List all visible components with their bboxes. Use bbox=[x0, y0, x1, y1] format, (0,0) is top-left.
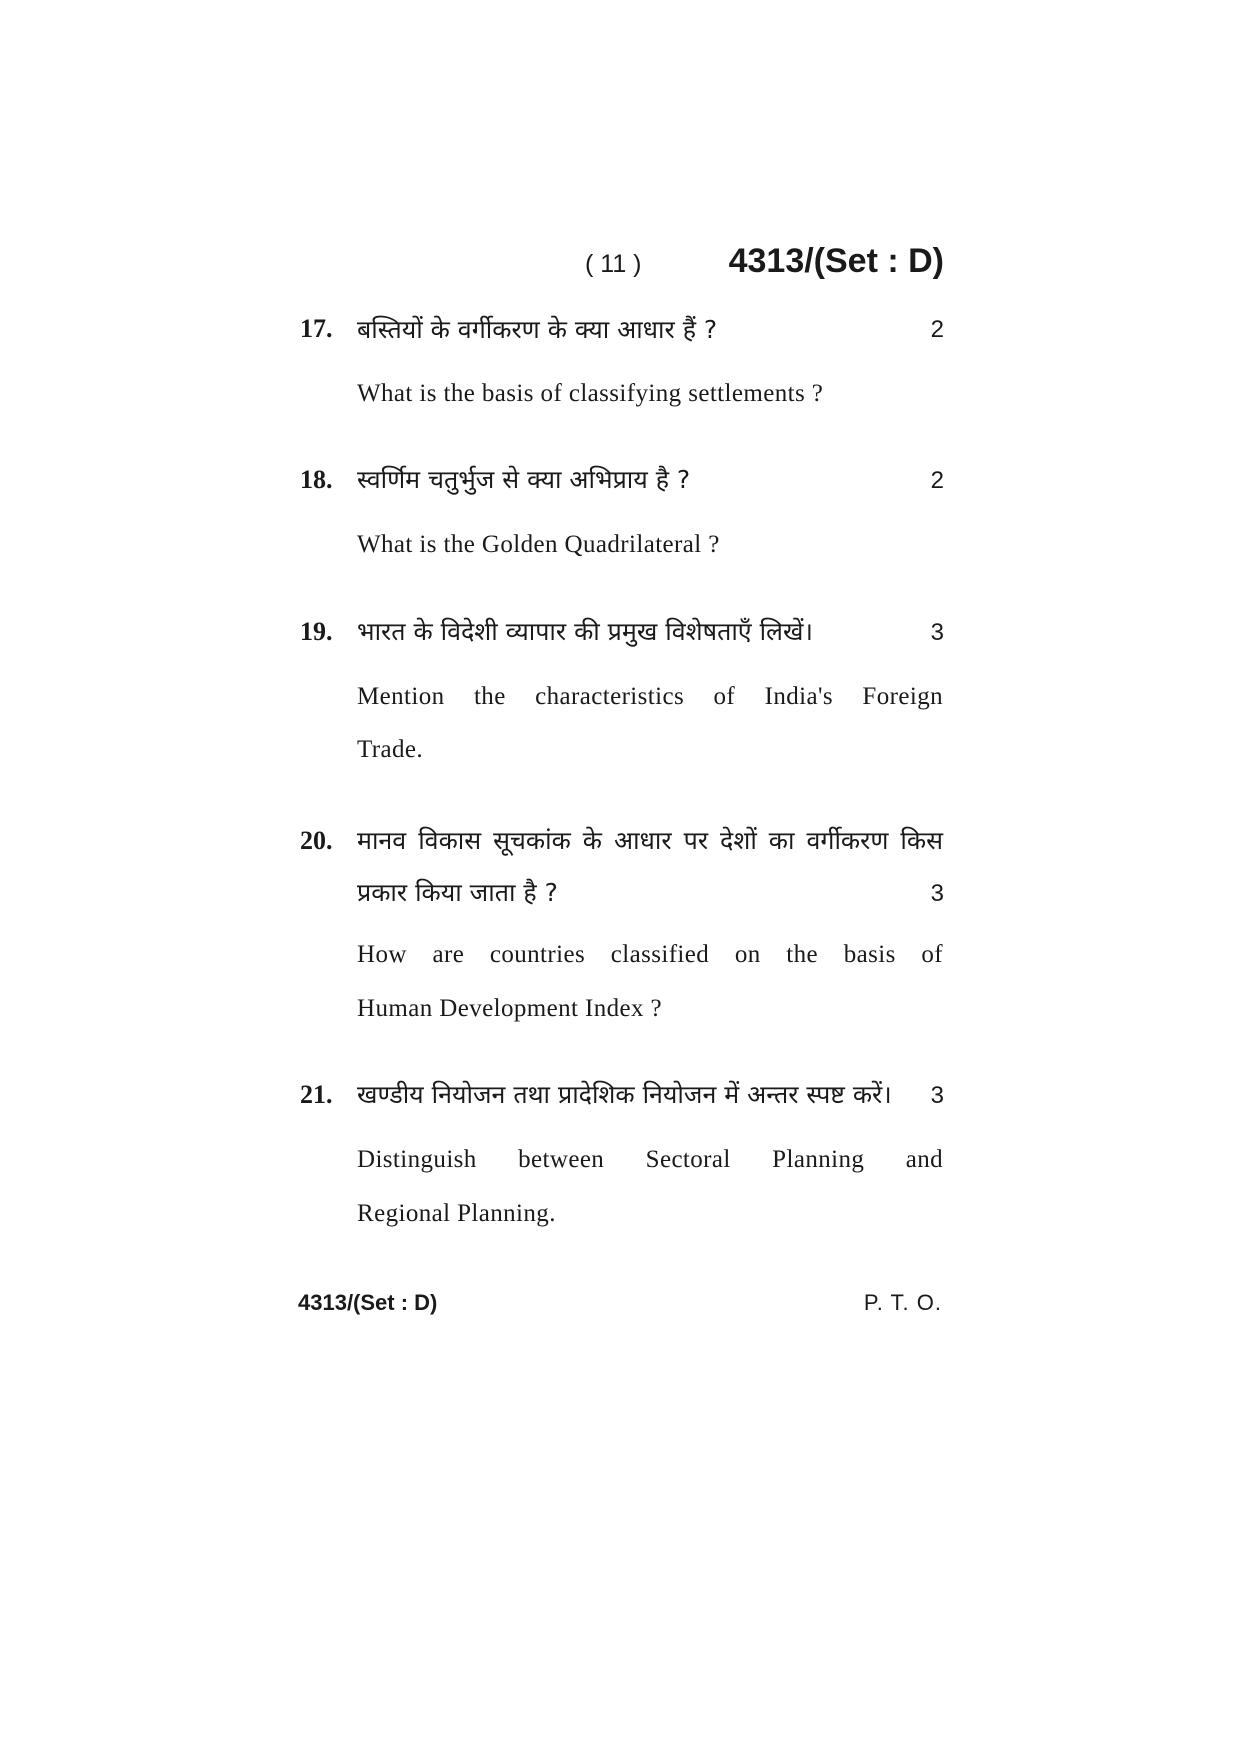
question-english-line: What is the basis of classifying settlements ? bbox=[357, 380, 824, 407]
question-marks: 3 bbox=[930, 619, 944, 646]
question-english-line: What is the Golden Quadrilateral ? bbox=[357, 531, 720, 558]
paper-code-footer: 4313/(Set : D) bbox=[298, 1290, 438, 1315]
question-marks: 3 bbox=[930, 1082, 944, 1109]
page-number: ( 11 ) bbox=[585, 250, 642, 278]
question-number: 19. bbox=[300, 617, 333, 646]
pto-label: P. T. O. bbox=[863, 1290, 942, 1315]
question-hindi-line: खण्डीय नियोजन तथा प्रादेशिक नियोजन में अन्तर स्पष्ट करें। bbox=[357, 1080, 892, 1109]
question-english-line: Regional Planning. bbox=[357, 1200, 556, 1227]
question-hindi-line: प्रकार किया जाता है ? bbox=[357, 878, 558, 907]
question-number: 21. bbox=[300, 1080, 333, 1109]
question-number: 17. bbox=[300, 314, 333, 343]
question-marks: 2 bbox=[930, 467, 944, 494]
question-english-line: Distinguish between Sectoral Planning and bbox=[357, 1146, 943, 1173]
question-english-line: How are countries classified on the basis of bbox=[357, 941, 943, 968]
question-marks: 3 bbox=[930, 880, 944, 907]
question-hindi-line: स्वर्णिम चतुर्भुज से क्या अभिप्राय है ? bbox=[357, 465, 691, 494]
question-number: 20. bbox=[300, 826, 333, 855]
question-english-line: Human Development Index ? bbox=[357, 995, 663, 1022]
question-english-line: Trade. bbox=[357, 736, 424, 763]
question-marks: 2 bbox=[930, 316, 944, 343]
question-english-line: Mention the characteristics of India's Foreign bbox=[357, 683, 943, 710]
question-number: 18. bbox=[300, 465, 333, 494]
question-hindi-line: बस्तियों के वर्गीकरण के क्या आधार हैं ? bbox=[357, 315, 718, 344]
question-hindi-line: भारत के विदेशी व्यापार की प्रमुख विशेषताएँ लिखें। bbox=[357, 617, 813, 646]
question-hindi-line: मानव विकास सूचकांक के आधार पर देशों का वर्गीकरण किस bbox=[357, 826, 943, 855]
paper-code-header: 4313/(Set : D) bbox=[728, 242, 944, 280]
